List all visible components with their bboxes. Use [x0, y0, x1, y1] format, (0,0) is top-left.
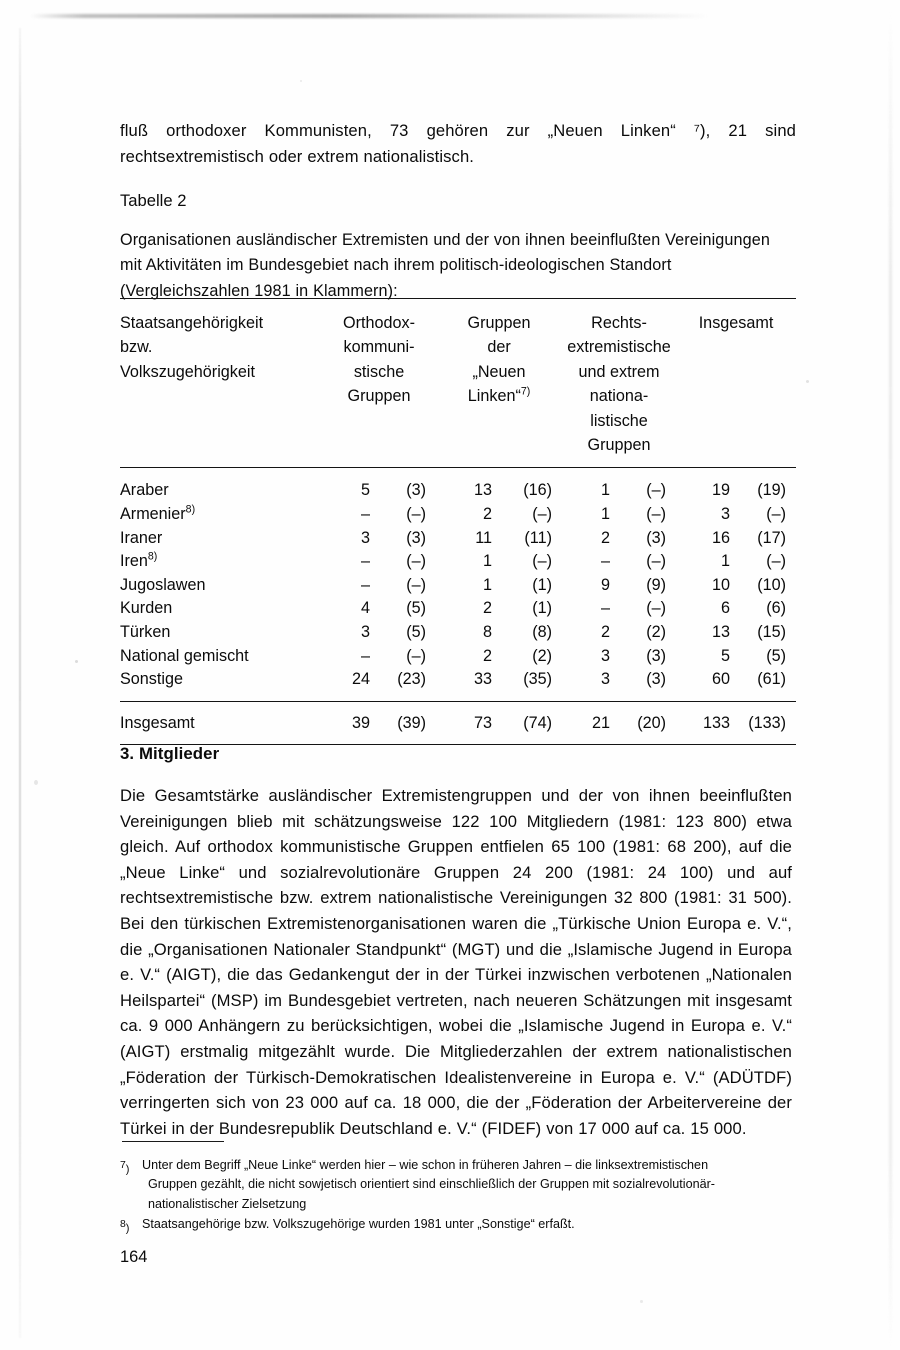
cell-orthodox-previous: (–) — [406, 552, 426, 571]
lead-paragraph: fluß orthodoxer Kommunisten, 73 gehören zur „Neuen Linken“ ⁷), 21 sind rechtsextremistisch oder extrem nationalistisch. — [120, 121, 796, 166]
cell-insgesamt-current: 13 — [711, 623, 730, 641]
scan-speck — [300, 80, 302, 82]
header-rechts-line-4: nationa- — [589, 387, 649, 406]
header-label-line-2: bzw. — [120, 338, 153, 357]
scan-edge-artifact-top — [30, 14, 710, 18]
footnote-text — [142, 1215, 796, 1239]
cell-orthodox-previous: (3) — [406, 481, 426, 500]
row-label: Armenier$^{8)}$ — [120, 503, 196, 524]
header-orthodox-line-3: stische — [353, 362, 405, 381]
cell-rechts-previous: (–) — [646, 505, 666, 524]
cell-neuelinke-previous: (8) — [532, 623, 552, 641]
cell-rechts-previous: (3) — [646, 670, 666, 689]
cell-orthodox-current: – — [360, 552, 370, 571]
header-cell-neue-linke — [436, 299, 562, 467]
cell-rechts-current: – — [600, 599, 610, 618]
cell-insgesamt-previous: (–) — [766, 552, 786, 571]
header-rechts-line-1: Rechts- — [591, 314, 647, 332]
row-label: Iraner — [120, 528, 163, 547]
header-rechts-line-3: und extrem — [578, 362, 660, 381]
header-orthodox-line-2: kommuni- — [343, 338, 415, 357]
cell-rechts-previous: (–) — [646, 481, 666, 500]
row-label: Sonstige — [120, 670, 183, 689]
cell-orthodox-current: – — [360, 575, 370, 594]
cell-orthodox-current: 5 — [360, 481, 370, 500]
header-cell-label — [120, 299, 322, 467]
cell-rechts-previous: (3) — [646, 528, 666, 547]
table-row — [120, 468, 796, 503]
cell-insgesamt-current: 5 — [720, 646, 730, 665]
total-orthodox-current: 39 — [351, 713, 370, 732]
row-label: Kurden — [120, 599, 173, 618]
cell-insgesamt-previous: (17) — [757, 528, 786, 547]
footnote-line: nationalistischer Zielsetzung — [148, 1196, 307, 1211]
cell-rechts-current: 1 — [600, 505, 610, 524]
footnote-line: Staatsangehörige bzw. Volkszugehörige wurden 1981 unter „Sonstige“ erfaßt. — [142, 1217, 575, 1232]
cell-rechts-current: – — [600, 552, 610, 571]
cell-orthodox-current: 4 — [360, 599, 370, 618]
header-cell-rechts — [562, 299, 676, 467]
header-total-line-1: Insgesamt — [698, 314, 774, 332]
table-header-body — [120, 299, 796, 467]
header-neuelinke-line-1: Gruppen — [467, 314, 531, 332]
header-neuelinke-text: Linken“ — [467, 387, 521, 406]
total-label: Insgesamt — [120, 713, 195, 732]
scan-edge-artifact-right — [889, 10, 892, 1350]
header-rechts-line-6: Gruppen — [587, 436, 651, 455]
section-paragraph: Die Gesamtstärke ausländischer Extremistengruppen und der von ihnen beeinflußten Vereinigungen blieb mit schätzungsweise 122 100 Mitgliedern (1981: 123 800) etwa gleich. Auf orthodox kommunistische Gruppen entfielen 65 100 (1981: 68 200), auf die „Neue Linke“ und sozialrevolutionäre Gruppen 24 200 (1981: 24 100) und auf rechtsextremistische bzw. extrem nationalistische Vereinigungen 32 800 (1981: 31 500). Bei den türkischen Extremistenorganisationen waren die „Türkische Union Europa e. V.“, die „Organisationen Nationaler Standpunkt“ (MGT) und die „Islamische Jugend in Europa e. V.“ (AIGT), die das Gedankengut der in der Türkei inzwischen verbotenen „Nationalen Heilspartei“ (MSP) im Bundesgebiet vertreten, nach neueren Schätzungen mit insgesamt ca. 9 000 Anhängern zu berücksichtigen, wobei die „Islamische Jugend in Europa e. V.“ (AIGT) erstmalig mitgezählt wurde. Die Mitgliederzahlen der extrem nationalistischen „Föderation der Türkisch-Demokratischen Idealistenvereine in Europa e. V.“ (ADÜTDF) verringerten sich von 23 000 auf ca. 18 000, die der „Föderation der Arbeitervereine der Türkei in der Bundesrepublik Deutschland e. V.“ (FIDEF) von 17 000 auf ca. 15 000. — [120, 786, 792, 1138]
cell-insgesamt-previous: (5) — [766, 646, 786, 665]
cell-orthodox-current: 3 — [360, 528, 370, 547]
cell-rechts-current: 3 — [600, 646, 610, 665]
table-row — [120, 527, 796, 551]
cell-orthodox-previous: (3) — [406, 528, 426, 547]
header-neuelinke-line-3: „Neuen — [472, 362, 526, 381]
table-row — [120, 645, 796, 669]
table-header-row — [120, 299, 796, 467]
table-row — [120, 550, 796, 574]
cell-rechts-previous: (–) — [646, 552, 666, 571]
total-orthodox-previous: (39) — [397, 713, 426, 732]
table-label: Tabelle 2 — [120, 191, 187, 210]
footnote-line: Unter dem Begriff „Neue Linke“ werden hier – wie schon in früheren Jahren – die linksextremistischen — [142, 1158, 709, 1172]
cell-neuelinke-previous: (–) — [532, 552, 552, 571]
footnote-marker: 8) — [120, 1219, 130, 1235]
table-total-row — [120, 702, 796, 745]
cell-rechts-previous: (3) — [646, 646, 666, 665]
total-rechts-current: 21 — [591, 713, 610, 732]
cell-neuelinke-current: 8 — [482, 623, 492, 641]
table-row — [120, 574, 796, 598]
header-cell-orthodox — [322, 299, 436, 467]
row-label: Iren$^{8)}$ — [120, 550, 158, 571]
cell-rechts-current: 1 — [600, 481, 610, 500]
footnote-marker: 7) — [120, 1160, 130, 1176]
table-rule-bottom — [120, 744, 796, 745]
cell-neuelinke-previous: (35) — [523, 670, 552, 689]
cell-neuelinke-previous: (1) — [532, 599, 552, 618]
table-caption: Organisationen ausländischer Extremisten und der von ihnen beeinflußten Vereinigungen mit Aktivitäten im Bundesgebiet nach ihrem politisch-ideologischen Standort (Vergleichszahlen 1981 in Klammern): — [120, 231, 770, 300]
cell-neuelinke-current: 13 — [473, 481, 492, 500]
cell-insgesamt-current: 16 — [711, 528, 730, 547]
row-label: Araber — [120, 481, 169, 500]
cell-orthodox-previous: (5) — [406, 623, 426, 641]
cell-neuelinke-current: 1 — [482, 575, 492, 594]
footnote-list — [120, 1156, 796, 1240]
scan-edge-artifact-left — [19, 28, 21, 1338]
cell-rechts-current: 2 — [600, 623, 610, 641]
total-neuelinke-current: 73 — [473, 713, 492, 732]
table-total-grid — [120, 702, 796, 745]
cell-insgesamt-current: 1 — [720, 552, 730, 571]
cell-rechts-previous: (9) — [646, 575, 666, 594]
header-label-line-1: Staatsangehörigkeit — [120, 314, 264, 332]
table-row — [120, 597, 796, 621]
statistics-table — [120, 298, 796, 745]
cell-insgesamt-previous: (19) — [757, 481, 786, 500]
cell-insgesamt-previous: (–) — [766, 505, 786, 524]
total-insgesamt-current: 133 — [702, 713, 730, 732]
cell-orthodox-current: 24 — [351, 670, 370, 689]
cell-insgesamt-previous: (10) — [757, 575, 786, 594]
row-label-footnote-ref: 8) — [185, 503, 196, 516]
scan-speck — [806, 380, 809, 383]
row-label: Jugoslawen — [120, 575, 206, 594]
header-neuelinke-footnote-ref: 7) — [520, 385, 531, 398]
total-rechts-previous: (20) — [637, 713, 666, 732]
cell-neuelinke-current: 1 — [482, 552, 492, 571]
cell-neuelinke-current: 33 — [473, 670, 492, 689]
total-neuelinke-previous: (74) — [523, 713, 552, 732]
scan-speck — [34, 780, 38, 785]
row-label-footnote-ref: 8) — [147, 550, 158, 563]
cell-orthodox-previous: (–) — [406, 646, 426, 665]
header-orthodox-line-1: Orthodox- — [343, 314, 415, 332]
cell-insgesamt-current: 19 — [711, 481, 730, 500]
cell-neuelinke-current: 2 — [482, 599, 492, 618]
cell-orthodox-previous: (–) — [406, 505, 426, 524]
header-rechts-line-5: listische — [590, 411, 648, 430]
total-insgesamt-previous: (133) — [748, 713, 786, 732]
cell-insgesamt-current: 60 — [711, 670, 730, 689]
cell-neuelinke-current: 2 — [482, 646, 492, 665]
table-grid — [120, 299, 796, 467]
cell-rechts-previous: (–) — [646, 599, 666, 618]
cell-rechts-current: 9 — [600, 575, 610, 594]
cell-orthodox-current: – — [360, 646, 370, 665]
cell-orthodox-current: 3 — [360, 623, 370, 641]
header-neuelinke-line-2: der — [487, 338, 511, 357]
page-number: 164 — [120, 1248, 148, 1266]
header-rechts-line-2: extremistische — [567, 338, 671, 357]
table-row — [120, 503, 796, 527]
table-total-body — [120, 702, 796, 745]
cell-neuelinke-previous: (1) — [532, 575, 552, 594]
row-label: Türken — [120, 623, 171, 641]
header-orthodox-line-4: Gruppen — [347, 387, 411, 406]
cell-rechts-current: 3 — [600, 670, 610, 689]
footnote-text — [142, 1156, 796, 1214]
cell-neuelinke-current: 2 — [482, 505, 492, 524]
cell-insgesamt-current: 10 — [711, 575, 730, 594]
cell-neuelinke-current: 11 — [475, 528, 492, 547]
cell-neuelinke-previous: (16) — [523, 481, 552, 500]
cell-insgesamt-previous: (6) — [766, 599, 786, 618]
table-data-grid — [120, 468, 796, 700]
footnote-item — [120, 1215, 796, 1239]
table-body — [120, 468, 796, 700]
table-row — [120, 668, 796, 701]
cell-insgesamt-current: 6 — [720, 599, 730, 618]
row-label: National gemischt — [120, 646, 249, 665]
cell-orthodox-previous: (–) — [406, 575, 426, 594]
header-label-line-3: Volkszugehörigkeit — [120, 362, 255, 381]
footnote-separator-rule — [122, 1141, 224, 1142]
cell-orthodox-previous: (23) — [397, 670, 426, 689]
cell-orthodox-current: – — [360, 505, 370, 524]
cell-neuelinke-previous: (11) — [524, 528, 552, 547]
table-row — [120, 621, 796, 645]
cell-insgesamt-previous: (61) — [757, 670, 786, 689]
cell-rechts-previous: (2) — [646, 623, 666, 641]
cell-rechts-current: 2 — [600, 528, 610, 547]
footnote-item — [120, 1156, 796, 1214]
section-heading: 3. Mitglieder — [120, 744, 220, 763]
cell-orthodox-previous: (5) — [406, 599, 426, 618]
scan-speck — [640, 1300, 643, 1303]
header-neuelinke-line-4 — [436, 384, 562, 408]
cell-insgesamt-current: 3 — [720, 505, 730, 524]
cell-neuelinke-previous: (–) — [532, 505, 552, 524]
scan-speck — [75, 660, 78, 663]
cell-neuelinke-previous: (2) — [532, 646, 552, 665]
footnote-line: Gruppen gezählt, die nicht sowjetisch orientiert sind einschließlich der Gruppen mit sozialrevolutionär- — [148, 1177, 715, 1192]
cell-insgesamt-previous: (15) — [757, 623, 786, 641]
header-cell-total — [676, 299, 796, 467]
